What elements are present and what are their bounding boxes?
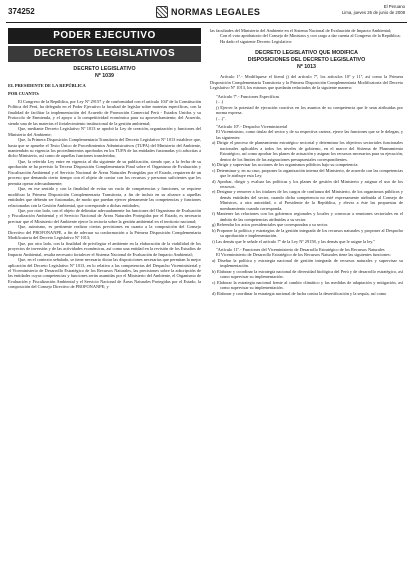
item-text: Elaborar la estrategia nacional frente al cambio climático y las medidas de adaptación y mitigación, así como supervisar su implementación. [216, 279, 403, 291]
list-item [210, 140, 403, 162]
article-10-heading: "Artículo 10º.- Despacho Viceministerial [216, 123, 288, 129]
list-item [210, 228, 403, 239]
item-letter: d) [212, 178, 216, 184]
gazette-title [156, 6, 260, 18]
paragraph: Que, por otro lado, con la finalidad de privilegiar el ambiente en la elaboración de la viabilidad de los proyectos de inversión y de las actividades económicas, así como una entidad en la revisión de los Estudios de Impacto Ambiental, resulta necesario fortalecer el Sistema Nacional de Evaluación de Impacto Ambiental; [8, 240, 201, 257]
modifying-decree-title [210, 50, 403, 71]
paragraph: las facultades del Ministerio del Ambiente en el Sistema Nacional de Evaluación de Impacto Ambiental; [210, 28, 392, 33]
item-letter: a) [212, 257, 216, 263]
paragraph: Que, mediante Decreto Legislativo Nº 1013 se aprobó la Ley de creación, organización y funciones del Ministerio del Ambiente; [8, 126, 201, 137]
list-item [210, 168, 403, 179]
item-text: Mantener las relaciones con los gobiernos regionales y locales y convocar a reuniones sectoriales en el ámbito de las competencias atribuidas a su sector. [216, 211, 403, 222]
list-item [210, 211, 403, 222]
item-letter: b) [212, 162, 216, 168]
coat-of-arms-icon [156, 6, 168, 18]
list-item [210, 179, 403, 190]
item-text: Designar y remover a los titulares de los cargos de confianza del Ministerio, de los organismos públicos y demás entidades del sector, cuando dicha competencia no esté expresamente atribuida al Consejo de Ministros, a otra autoridad, o al Presidente de la República, y elevar a éste las propuestas de nombramiento cuando corresponda. [216, 189, 403, 211]
article-7-literal-j: j) Ejercer la potestad de ejecución coactiva en los asuntos de su competencia que le sean atribuidas por norma expresa. [216, 104, 403, 116]
paragraph: Que, en el contexto señalado, se tiene necesario dictar las disposiciones necesarias que permitan la mejor aplicación del Decreto Legislativo Nº 1013, en lo relativo a las competencias del Despacho Viceministerial y el Viceministerio de Desarrollo Estratégico de los Recursos Naturales, las precisiones sobre la adscripción de las entidades cuyas competencias y funciones serán asumidas por el Ministerio del Ambiente, el Organismo de Evaluación y Fiscalización Ambiental y el Servicio Nacional de Áreas Naturales Protegidas por el Estado, la composición del Consejo Directivo de PROFONANPE; y [8, 257, 201, 290]
item-letter: i) [212, 238, 215, 244]
list-item [210, 291, 403, 296]
item-letter: c) [212, 167, 216, 173]
item-letter: b) [212, 268, 216, 274]
list-item [210, 239, 403, 244]
item-letter: a) [212, 140, 216, 146]
paragraph: Que, por otro lado, con el objeto de delimitar adecuadamente las funciones del Organismo de Evaluación y Fiscalización Ambiental y el Servicio Nacional de Áreas Naturales Protegidas por el Estado, es necesario precisar que el Ministerio del Ambiente ejerce la rectoría sobre la gestión ambiental en el territorio nacional; [8, 207, 201, 224]
list-item [210, 269, 403, 280]
item-text: Elaborar y coordinar la estrategia nacional de lucha contra la desertificación y la sequía, así como [216, 290, 387, 296]
paragraph: Que, la Primera Disposición Complementaria Transitoria del Decreto Legislativo Nº 1013 establece que, hasta que se apruebe el Texto Único de Procedimientos Administrativos (TUPA) del Ministerio del Ambiente, mantendrán su vigencia los procedimientos aprobados en los TUPA de las entidades fusionadas y/o adscritas a dicho Ministerio, así como de aquellas funciones transferidas; [8, 137, 201, 159]
article-11-intro: El Viceministerio de Desarrollo Estratégico de los Recursos Naturales tiene las siguientes funciones: [216, 252, 391, 258]
modifying-decree-line1: DECRETO LEGISLATIVO QUE MODIFICA [255, 50, 358, 57]
item-text: Refrendar los actos presidenciales que correspondan a su sector. [216, 222, 329, 228]
page-number: 374252 [8, 7, 35, 16]
publication-date: Lima, jueves 26 de junio de 2008 [341, 9, 405, 15]
item-text: Aprobar, dirigir y evaluar las políticas y los planes de gestión del Ministerio y asignar el uso de los recursos. [217, 178, 403, 189]
article-1: Artículo 1º.- Modifíquese el literal j) del artículo 7º, los artículos 10º y 11º, así como la Primera Disposición Complementaria Transitoria y la Primera Disposición Complementaria Modificatoria del Decreto Legislativo Nº 1013, los mismos que quedarán redactados de la siguiente manera: [210, 74, 403, 91]
modifying-decree-number: Nº 1013 [296, 64, 316, 71]
paragraph: Ha dado el siguiente Decreto Legislativo: [220, 38, 293, 44]
list-item [210, 189, 403, 211]
item-text: Proponer la política y estrategias de la gestión integrada de los recursos naturales y proponer al Despacho su aprobación e implementación. [216, 227, 403, 239]
right-column [210, 28, 403, 296]
considerando-label: POR CUANTO: [8, 91, 40, 97]
ellipsis: (…) [216, 99, 224, 105]
paragraph: Que, en ese sentido y con la finalidad de evitar un vacío de competencias y funciones, se requiere modificar la Primera Disposición Complementaria Transitoria, a fin de incluir en su alcance a aquellas entidades que deberán ser fusionadas, de modo que puedan ejercer plenamente las competencias y funciones relacionadas con la Gestión Ambiental, que corresponde a dichas entidades; [8, 186, 201, 208]
article-10-list [210, 140, 403, 244]
left-column [8, 28, 201, 290]
article-11-heading: "Artículo 11º.- Funciones del Viceministerio de Desarrollo Estratégico de los Recursos Naturales [216, 246, 385, 252]
item-letter: e) [212, 189, 216, 195]
paragraph: Que, la referida Ley entre en vigencia al día siguiente de su publicación, siendo que, a la fecha de su aprobación se ha previsto la Tercera Disposición Complementaria Final sobre el Organismo de Evaluación y Fiscalización Ambiental y el Servicio Nacional de Áreas Naturales Protegidas por el Estado, requieren de un proceso que demanda cierto tiempo con el objeto de contar con los recursos y personas suficientes que les permita operar adecuadamente; [8, 158, 201, 186]
gazette-title-text: NORMAS LEGALES [171, 7, 261, 17]
item-letter: c) [212, 279, 216, 285]
decree-title [8, 66, 201, 80]
decree-title-text: DECRETO LEGISLATIVO [73, 66, 136, 72]
article-10-intro: El Viceministro, como titular del sector y de su respectiva cartera, ejerce las funciones que se le delegan, y las siguientes: [216, 129, 403, 140]
article-7-heading: "Artículo 7º.- Funciones Específicas [216, 93, 280, 99]
item-letter: f) [212, 211, 215, 217]
decree-number: Nº 1039 [94, 73, 114, 79]
paragraph: Con el voto aprobatorio del Consejo de Ministros y con cargo a dar cuenta al Congreso de la República; [220, 33, 401, 39]
section-banner-decretos: DECRETOS LEGISLATIVOS [8, 46, 201, 62]
publication-name: El Peruano [383, 4, 405, 9]
modifying-decree-line2: DISPOSICIONES DEL DECRETO LEGISLATIVO [247, 57, 366, 64]
item-letter: h) [212, 227, 216, 233]
item-text: Dirigir el proceso de planeamiento estratégico sectorial y determinar los objetivos sectoriales funcionales nacionales aplicables a todos los niveles de gobierno, en el marco del Sistema de Planeamiento Estratégico, así como aprobar los planes de actuación y asignar los recursos necesarios para su ejecución, dentro de los límites de las asignaciones presupuestales correspondientes. [216, 140, 403, 162]
item-text: Elaborar y coordinar la estrategia nacional de diversidad biológica del Perú y de desarrollo estratégico, así como supervisar su implementación. [216, 268, 403, 280]
list-item [210, 258, 403, 269]
item-letter: g) [212, 222, 216, 228]
header-publication-info [342, 4, 405, 15]
item-letter: d) [212, 290, 216, 296]
ellipsis: (…)". [216, 115, 227, 121]
item-text: Diseñar la política y estrategia nacional de gestión integrada de recursos naturales y supervisar su implementación. [217, 257, 403, 269]
item-text: Dirigir y supervisar las acciones de los organismos públicos bajo su competencia. [216, 162, 359, 168]
list-item [210, 280, 403, 291]
page-header [6, 4, 407, 23]
item-text: Determinar y, en su caso, proponer la organización interna del Ministerio, de acuerdo con las competencias que le atribuye esta Ley. [216, 167, 404, 179]
item-text: Las demás que le señale el artículo 7º de la Ley Nº 29158, y las demás que le asigne la ley." [215, 238, 376, 244]
article-11-list [210, 258, 403, 296]
section-banner-poder-ejecutivo: PODER EJECUTIVO [8, 28, 201, 44]
paragraph: El Congreso de la República, por Ley Nº 29157 y de conformidad con el artículo 104º de la Constitución Política del Perú, ha delegado en el Poder Ejecutivo la facultad de legislar sobre materias específicas, con la finalidad de facilitar la implementación del Acuerdo de Promoción Comercial Perú - Estados Unidos y su Protocolo de Enmienda, y el apoyo a la competitividad económica para su aprovechamiento; del Acuerdo, siendo una de las materias el fortalecimiento institucional de la gestión ambiental; [8, 98, 201, 126]
president-heading: EL PRESIDENTE DE LA REPÚBLICA [8, 83, 86, 88]
paragraph: Que, asimismo, es pertinente realizar ciertas precisiones en cuanto a la composición del Consejo Directivo del PROFONANPE, a fin de adecuar su conformación a la Primera Disposición Complementaria Modificatoria del Decreto Legislativo Nº 1013; [8, 224, 201, 241]
